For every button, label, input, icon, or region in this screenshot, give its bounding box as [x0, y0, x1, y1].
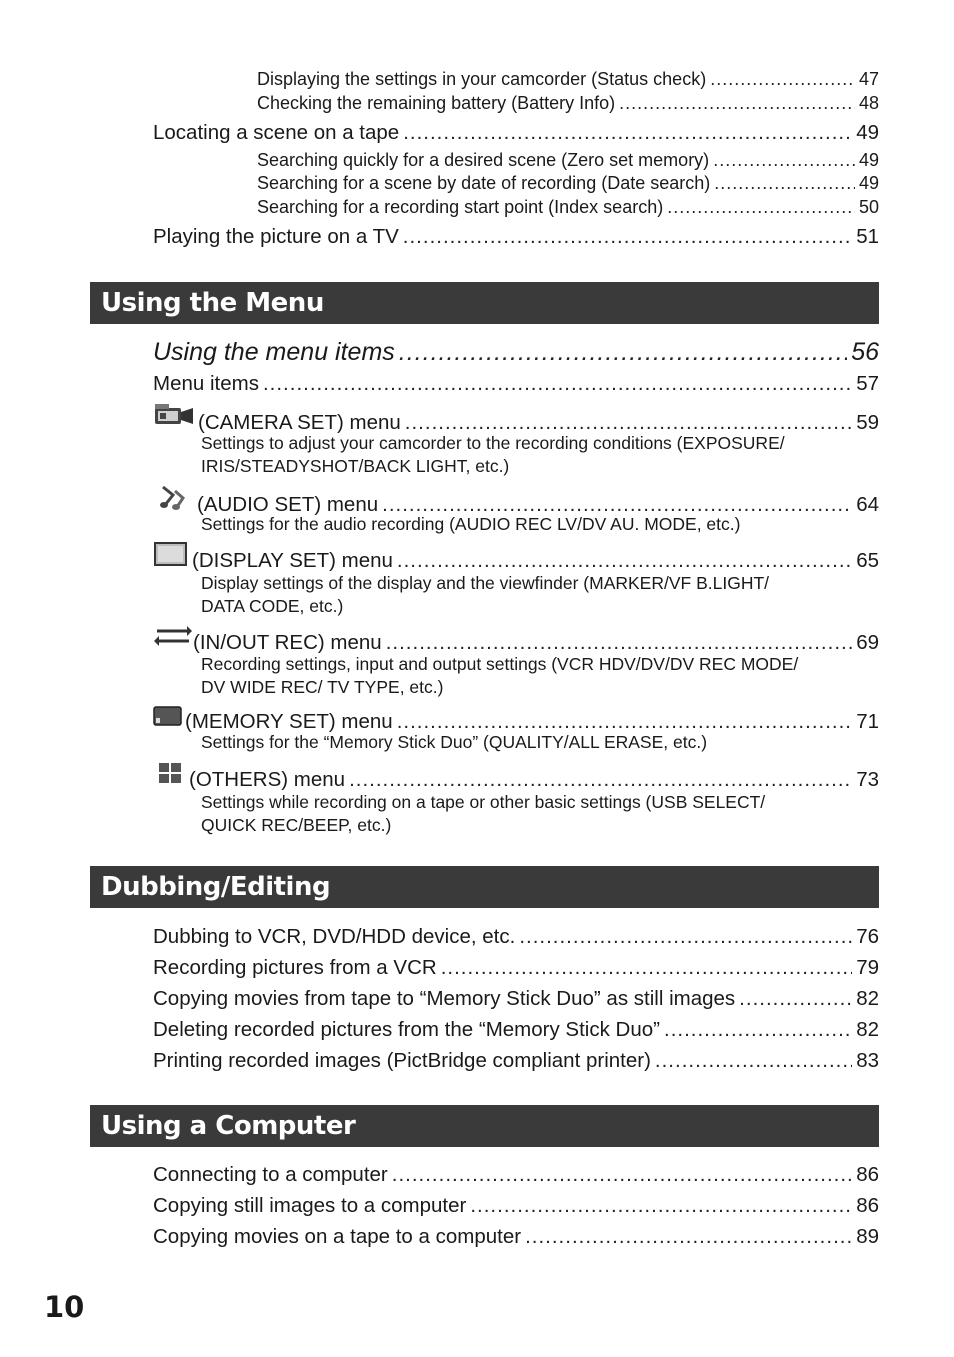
toc-entry-page: 89 — [856, 1225, 879, 1248]
toc-entry[interactable] — [153, 760, 879, 792]
leader-dots — [619, 93, 855, 114]
description-line: Settings for the audio recording (AUDIO REC LV/DV AU. MODE, etc.) — [201, 514, 741, 534]
description-line: DV WIDE REC/ TV TYPE, etc.) — [201, 676, 444, 697]
toc-entry-text: Menu items — [153, 372, 259, 395]
toc-entry-text: Dubbing to VCR, DVD/HDD device, etc. — [153, 925, 516, 948]
toc-entry-text: (AUDIO SET) menu — [197, 493, 379, 516]
toc-entry-page: 49 — [858, 150, 879, 170]
toc-entry-text: (OTHERS) menu — [189, 768, 346, 791]
toc-entry-page: 79 — [856, 956, 879, 979]
toc-entry[interactable] — [257, 69, 879, 90]
toc-entry-page: 48 — [858, 93, 879, 113]
toc-entry[interactable] — [153, 372, 879, 396]
toc-entry-page: 59 — [856, 411, 879, 434]
audio-set-icon — [153, 483, 197, 511]
toc-entry[interactable] — [153, 623, 879, 655]
leader-dots — [664, 1018, 852, 1042]
toc-entry-text: Searching for a scene by date of recording (Date search) — [257, 173, 711, 193]
toc-entry-text: Connecting to a computer — [153, 1163, 388, 1186]
leader-dots — [263, 372, 852, 396]
section-banner-dubbing: Dubbing/Editing — [90, 866, 879, 908]
toc-heading[interactable] — [153, 338, 879, 367]
toc-entry[interactable] — [153, 403, 879, 435]
toc-entry[interactable] — [153, 1163, 879, 1187]
description-line: Settings to adjust your camcorder to the recording conditions (EXPOSURE/ — [201, 433, 785, 453]
toc-entry[interactable] — [153, 1225, 879, 1249]
toc-entry[interactable] — [257, 173, 879, 194]
toc-entry-page: 82 — [856, 1018, 879, 1041]
camera-set-icon — [153, 403, 195, 429]
in-out-rec-icon — [153, 623, 193, 649]
toc-entry[interactable] — [153, 1018, 879, 1042]
toc-entry[interactable] — [153, 956, 879, 980]
toc-entry-text: Recording pictures from a VCR — [153, 956, 437, 979]
toc-heading-page: 56 — [851, 338, 879, 366]
toc-entry-text: Copying still images to a computer — [153, 1194, 467, 1217]
leader-dots — [713, 150, 855, 171]
toc-entry-text: (IN/OUT REC) menu — [193, 631, 382, 654]
toc-entry-page: 86 — [856, 1194, 879, 1217]
leader-dots — [397, 549, 852, 573]
description-line: Settings while recording on a tape or other basic settings (USB SELECT/ — [201, 792, 766, 812]
toc-entry-text: Printing recorded images (PictBridge compliant printer) — [153, 1049, 651, 1072]
toc-entry-page: 73 — [856, 768, 879, 791]
toc-entry-page: 50 — [858, 197, 879, 217]
toc-entry-page: 69 — [856, 631, 879, 654]
toc-entry-text: Checking the remaining battery (Battery Info) — [257, 93, 616, 113]
section-banner-menu: Using the Menu — [90, 282, 879, 324]
toc-entry-page: 49 — [856, 121, 879, 144]
toc-entry[interactable] — [153, 121, 879, 145]
memory-set-icon — [153, 704, 183, 728]
toc-entry-description — [201, 432, 785, 477]
toc-entry[interactable] — [153, 925, 879, 949]
toc-entry-text: Deleting recorded pictures from the “Memory Stick Duo” — [153, 1018, 660, 1041]
toc-entry-page: 65 — [856, 549, 879, 572]
leader-dots — [519, 925, 852, 949]
leader-dots — [739, 987, 852, 1011]
toc-entry[interactable] — [257, 93, 879, 114]
toc-entry-text: Searching for a recording start point (Index search) — [257, 197, 664, 217]
toc-entry-text: Copying movies on a tape to a computer — [153, 1225, 522, 1248]
description-line: Display settings of the display and the viewfinder (MARKER/VF B.LIGHT/ — [201, 573, 770, 593]
leader-dots — [525, 1225, 852, 1249]
display-set-icon — [153, 541, 189, 567]
toc-entry-description — [201, 513, 740, 536]
toc-entry-page: 47 — [858, 69, 879, 89]
toc-entry-page: 71 — [856, 710, 879, 733]
toc-entry-text: Searching quickly for a desired scene (Zero set memory) — [257, 150, 710, 170]
description-line: QUICK REC/BEEP, etc.) — [201, 814, 392, 835]
description-line: Recording settings, input and output settings (VCR HDV/DV/DV REC MODE/ — [201, 654, 799, 674]
toc-entry-text: Copying movies from tape to “Memory Stick Duo” as still images — [153, 987, 736, 1010]
toc-entry[interactable] — [153, 704, 879, 734]
toc-heading-text: Using the menu items — [153, 338, 395, 366]
toc-entry-text: Playing the picture on a TV — [153, 225, 399, 248]
others-icon — [153, 760, 189, 786]
toc-entry-page: 82 — [856, 987, 879, 1010]
toc-entry-page: 76 — [856, 925, 879, 948]
toc-entry[interactable] — [153, 483, 879, 517]
leader-dots — [667, 197, 855, 218]
leader-dots — [470, 1194, 852, 1218]
toc-entry-page: 64 — [856, 493, 879, 516]
toc-entry[interactable] — [153, 225, 879, 249]
page-number: 10 — [44, 1290, 85, 1324]
toc-entry-text: (MEMORY SET) menu — [185, 710, 393, 733]
toc-entry-text: Displaying the settings in your camcorder (Status check) — [257, 69, 707, 89]
toc-entry-description — [201, 572, 769, 617]
description-line: IRIS/STEADYSHOT/BACK LIGHT, etc.) — [201, 455, 510, 476]
toc-entry-page: 83 — [856, 1049, 879, 1072]
leader-dots — [392, 1163, 852, 1187]
description-line: DATA CODE, etc.) — [201, 595, 344, 616]
leader-dots — [714, 173, 855, 194]
leader-dots — [349, 768, 852, 792]
toc-entry[interactable] — [257, 197, 879, 218]
toc-entry-page: 49 — [858, 173, 879, 193]
toc-entry-text: Locating a scene on a tape — [153, 121, 400, 144]
leader-dots — [399, 338, 847, 367]
description-line: Settings for the “Memory Stick Duo” (QUALITY/ALL ERASE, etc.) — [201, 732, 708, 752]
toc-entry-page: 51 — [856, 225, 879, 248]
leader-dots — [386, 631, 852, 655]
toc-entry-page: 57 — [856, 372, 879, 395]
toc-entry-page: 86 — [856, 1163, 879, 1186]
toc-entry-text: (DISPLAY SET) menu — [192, 549, 393, 572]
toc-entry[interactable] — [153, 987, 879, 1011]
toc-entry-description — [201, 653, 798, 698]
toc-entry-text: (CAMERA SET) menu — [198, 411, 401, 434]
leader-dots — [441, 956, 853, 980]
toc-entry-description — [201, 791, 765, 836]
leader-dots — [655, 1049, 852, 1073]
leader-dots — [710, 69, 855, 90]
toc-entry[interactable] — [153, 1049, 879, 1073]
toc-entry-description — [201, 731, 707, 754]
section-banner-computer: Using a Computer — [90, 1105, 879, 1147]
leader-dots — [403, 121, 852, 145]
leader-dots — [403, 225, 852, 249]
toc-entry[interactable] — [153, 541, 879, 573]
toc-entry[interactable] — [153, 1194, 879, 1218]
toc-entry[interactable] — [257, 150, 879, 171]
